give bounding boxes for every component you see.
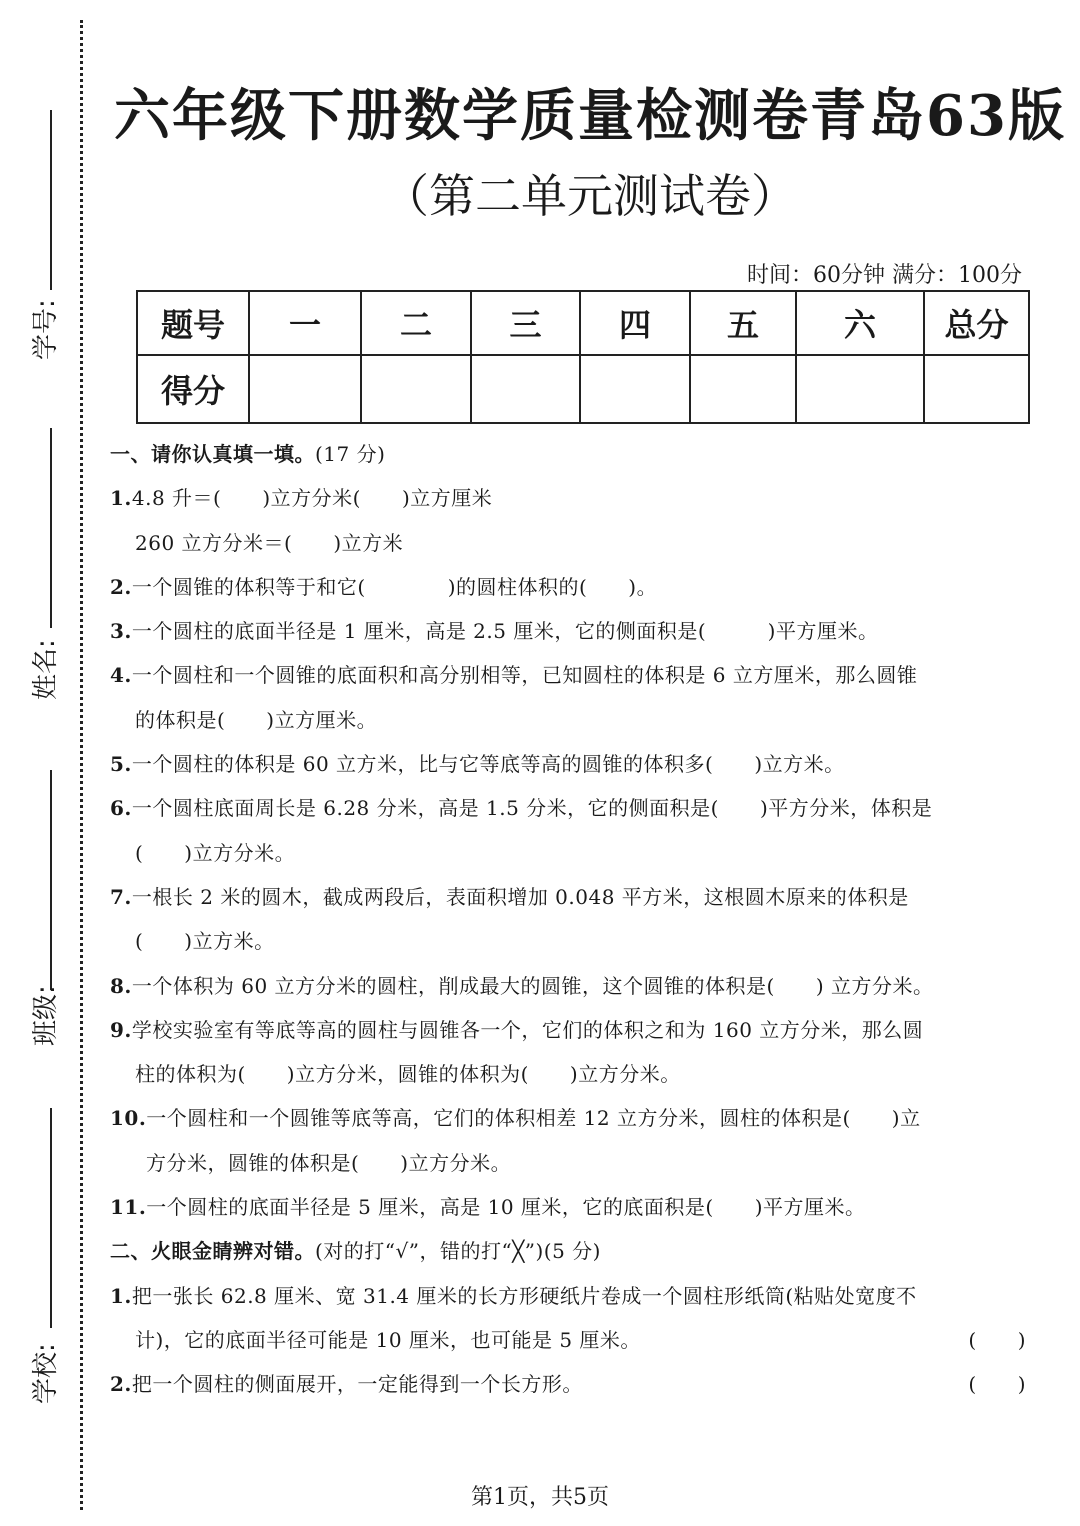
question-text: 学校实验室有等底等高的圆柱与圆锥各一个，它们的体积之和为 160 立方分米，那么圆 — [131, 1017, 924, 1042]
section1-title: 一、请你认真填一填。 — [110, 442, 315, 466]
student-id-blank[interactable] — [50, 110, 52, 290]
question-line — [110, 875, 1030, 919]
question-line — [110, 964, 1030, 1008]
score-cell[interactable] — [471, 355, 580, 423]
question-line — [110, 565, 1030, 609]
school-label: 学校: — [31, 1343, 61, 1404]
question-number: 8. — [110, 973, 132, 998]
score-cell[interactable] — [796, 355, 924, 423]
class-blank[interactable] — [50, 770, 52, 990]
question-text: 一个圆柱和一个圆锥等底等高，它们的体积相差 12 立方分米，圆柱的体积是( )立 — [146, 1106, 921, 1131]
questions — [110, 432, 1030, 1407]
question-text: 一根长 2 米的圆木，截成两段后，表面积增加 0.048 平方米，这根圆木原来的体积是 — [131, 884, 909, 909]
question-number: 1. — [110, 486, 132, 511]
question-line — [110, 1318, 1030, 1362]
question-line — [110, 1052, 1030, 1096]
name-label: 姓名: — [31, 639, 61, 700]
score-cell[interactable] — [690, 355, 796, 423]
score-header-cell: 四 — [580, 291, 690, 355]
name-blank[interactable] — [50, 428, 52, 628]
question-number: 2. — [110, 574, 132, 599]
question-text: 柱的体积为( )立方分米，圆锥的体积为( )立方分米。 — [135, 1062, 681, 1087]
question-text: 方分米，圆锥的体积是( )立方分米。 — [146, 1150, 512, 1175]
question-text: 一个体积为 60 立方分米的圆柱，削成最大的圆锥，这个圆锥的体积是( ) 立方分米。 — [131, 973, 934, 998]
question-text: 一个圆柱的体积是 60 立方米，比与它等底等高的圆锥的体积多( )立方米。 — [131, 752, 845, 777]
question-number: 4. — [110, 663, 132, 688]
question-number: 7. — [110, 884, 132, 909]
question-line — [110, 1185, 1030, 1229]
class-label: 班级: — [31, 985, 61, 1046]
question-line — [110, 831, 1030, 875]
question-number: 11. — [110, 1195, 147, 1220]
page-subtitle: （第二单元测试卷） — [383, 169, 797, 223]
question-line — [110, 1141, 1030, 1185]
score-table-score-row — [137, 355, 1029, 423]
question-line — [110, 476, 1030, 520]
score-table-header-row — [137, 291, 1029, 355]
score-table — [136, 290, 1030, 424]
answer-paren[interactable]: ( ) — [968, 1372, 1026, 1397]
question-number: 1. — [110, 1283, 132, 1308]
question-line — [110, 521, 1030, 565]
question-text: 把一张长 62.8 厘米、宽 31.4 厘米的长方形硬纸片卷成一个圆柱形纸筒(粘贴处宽度不 — [131, 1283, 917, 1308]
score-header-cell: 总分 — [924, 291, 1029, 355]
question-line — [110, 1008, 1030, 1052]
question-text: 一个圆柱的底面半径是 1 厘米，高是 2.5 厘米，它的侧面积是( )平方厘米。 — [131, 619, 879, 644]
section1-points: (17 分) — [315, 442, 386, 466]
question-line — [110, 1274, 1030, 1318]
question-text: 一个圆柱的底面半径是 5 厘米，高是 10 厘米，它的底面积是( )平方厘米。 — [146, 1195, 866, 1220]
score-cell[interactable] — [924, 355, 1029, 423]
answer-paren[interactable]: ( ) — [968, 1327, 1026, 1352]
question-line — [110, 919, 1030, 963]
question-text: 一个圆锥的体积等于和它( )的圆柱体积的( )。 — [131, 574, 658, 599]
score-header-cell: 二 — [361, 291, 471, 355]
question-text: ( )立方米。 — [135, 929, 275, 954]
section2-heading — [110, 1229, 1030, 1273]
question-text: 一个圆柱和一个圆锥的底面积和高分别相等，已知圆柱的体积是 6 立方厘米，那么圆锥 — [131, 663, 918, 688]
section1-heading — [110, 432, 1030, 476]
student-id-label: 学号: — [31, 299, 61, 360]
question-number: 2. — [110, 1372, 132, 1397]
question-line — [110, 1096, 1030, 1140]
score-row-label: 得分 — [137, 355, 249, 423]
score-cell[interactable] — [580, 355, 690, 423]
section2-note: (对的打“√”，错的打“╳”)(5 分) — [315, 1239, 601, 1264]
question-line — [110, 698, 1030, 742]
question-number: 3. — [110, 619, 132, 644]
question-text: 计)，它的底面半径可能是 10 厘米，也可能是 5 厘米。 — [135, 1327, 641, 1352]
question-text: 的体积是( )立方厘米。 — [135, 707, 378, 732]
score-header-cell: 三 — [471, 291, 580, 355]
question-number: 5. — [110, 752, 132, 777]
school-blank[interactable] — [50, 1108, 52, 1328]
question-text: 一个圆柱底面周长是 6.28 分米，高是 1.5 分米，它的侧面积是( )平方分米，体积是 — [131, 796, 933, 821]
exam-meta: 时间：60分钟 满分：100分 — [747, 263, 1022, 288]
page-title: 六年级下册数学质量检测卷青岛63版 — [114, 83, 1066, 149]
score-header-cell: 六 — [796, 291, 924, 355]
binding-margin — [0, 0, 90, 1526]
question-text: 4.8 升＝( )立方分米( )立方厘米 — [131, 486, 493, 511]
score-cell[interactable] — [249, 355, 361, 423]
score-header-cell: 五 — [690, 291, 796, 355]
question-line — [110, 742, 1030, 786]
score-header-cell: 一 — [249, 291, 361, 355]
question-line — [110, 786, 1030, 830]
question-line — [110, 1362, 1030, 1406]
score-cell[interactable] — [361, 355, 471, 423]
question-text: 把一个圆柱的侧面展开，一定能得到一个长方形。 — [131, 1372, 583, 1397]
question-number: 10. — [110, 1106, 147, 1131]
question-text: ( )立方分米。 — [135, 840, 296, 865]
question-number: 6. — [110, 796, 132, 821]
section2-title: 二、火眼金睛辨对错。 — [110, 1239, 315, 1264]
cut-line — [80, 20, 83, 1510]
question-number: 9. — [110, 1017, 132, 1042]
score-header-cell: 题号 — [137, 291, 249, 355]
question-line — [110, 609, 1030, 653]
page-footer: 第1页，共5页 — [471, 1485, 609, 1510]
question-text: 260 立方分米＝( )立方米 — [135, 530, 404, 555]
question-line — [110, 653, 1030, 697]
